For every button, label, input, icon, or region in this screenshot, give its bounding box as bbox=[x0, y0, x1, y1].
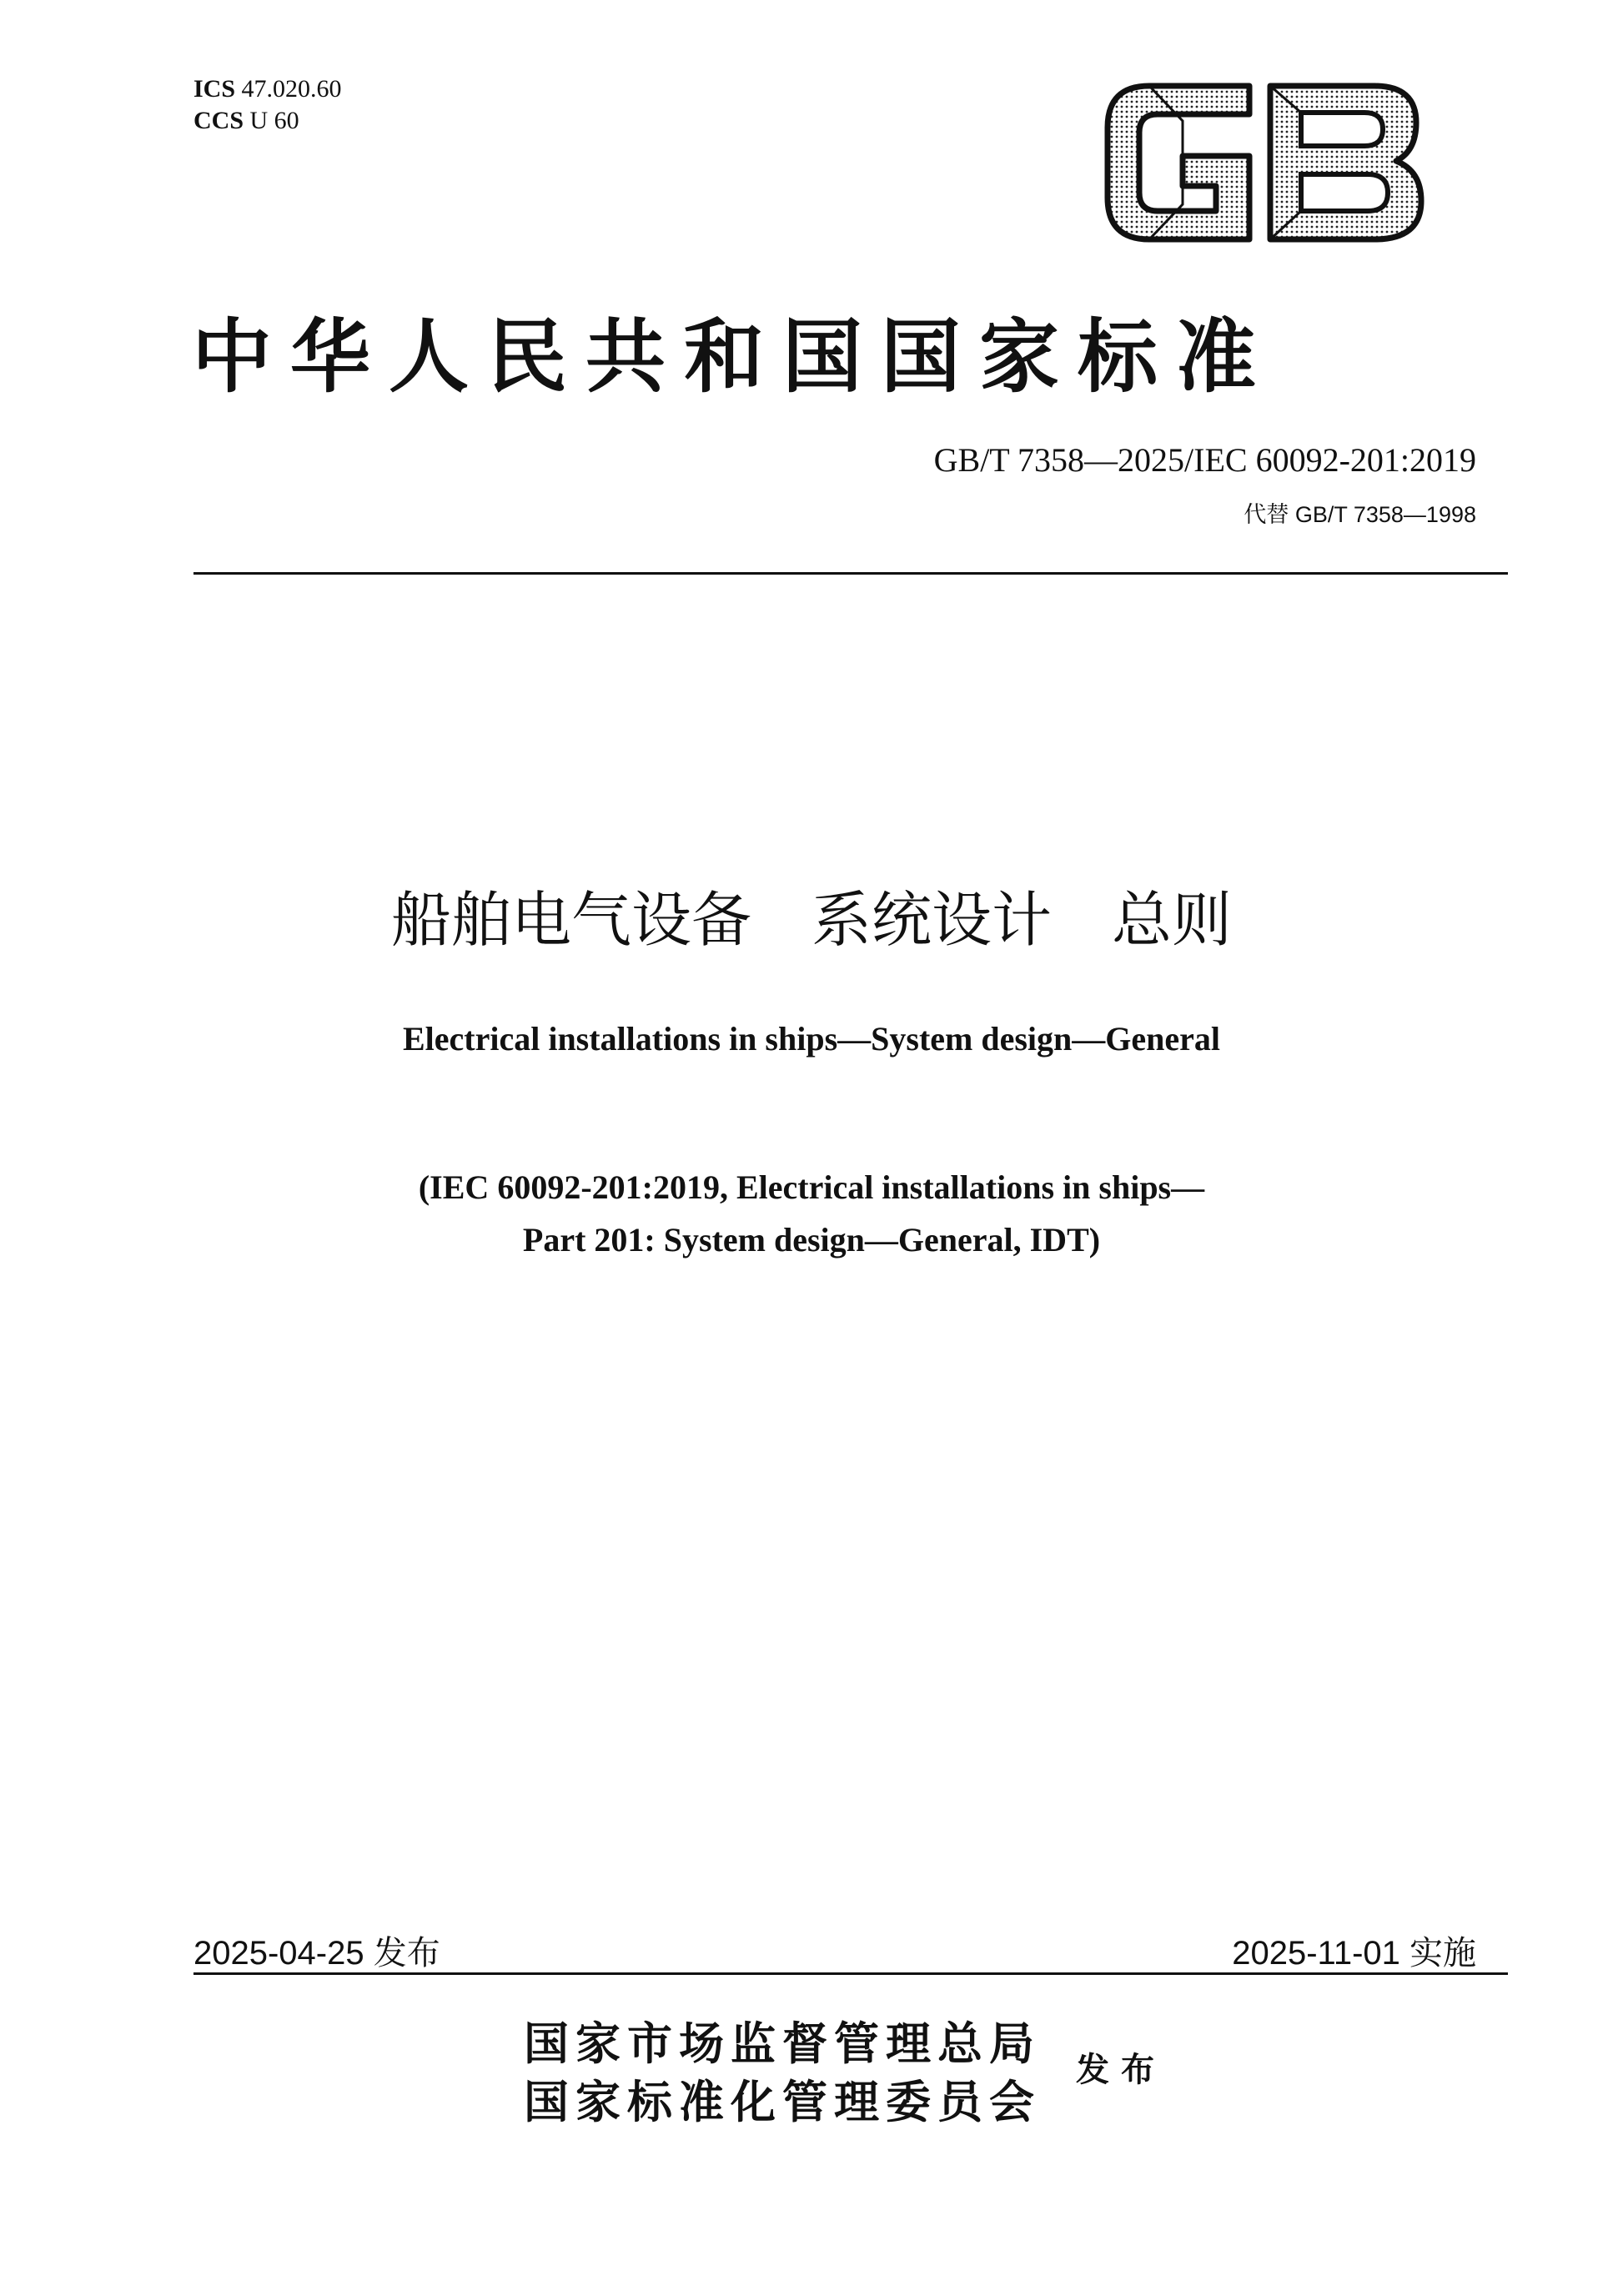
implementation-date: 2025-11-01 实施 bbox=[1232, 1935, 1476, 1972]
standard-number: GB/T 7358—2025/IEC 60092-201:2019 bbox=[933, 441, 1476, 479]
ccs-code: U 60 bbox=[249, 107, 299, 134]
publish-label: 发布 bbox=[1076, 2050, 1166, 2089]
chinese-title: 船舶电气设备 系统设计 总则 bbox=[390, 885, 1232, 955]
adoption-line-2: Part 201: System design—General, IDT) bbox=[522, 1221, 1101, 1259]
footer-divider bbox=[193, 1972, 1508, 1975]
gb-logo-icon bbox=[1099, 79, 1429, 246]
header-divider bbox=[193, 572, 1508, 575]
ics-line bbox=[193, 73, 342, 105]
ccs-label: CCS bbox=[193, 107, 244, 134]
ics-code: 47.020.60 bbox=[241, 75, 342, 103]
ccs-line bbox=[193, 105, 342, 137]
publisher-sac: 国家标准化管理委员会 bbox=[524, 2075, 1041, 2128]
issue-date: 2025-04-25 发布 bbox=[193, 1935, 440, 1972]
replaces-standard: 代替 GB/T 7358—1998 bbox=[1244, 502, 1476, 527]
ics-label: ICS bbox=[193, 75, 236, 103]
national-standard-title: 中华人民共和国国家标准 bbox=[192, 309, 1274, 404]
publisher-list bbox=[524, 2014, 1041, 2131]
adoption-line-1: (IEC 60092-201:2019, Electrical installations in ships— bbox=[418, 1168, 1205, 1206]
english-title: Electrical installations in ships—System design—General bbox=[402, 1020, 1221, 1058]
publisher-samr: 国家市场监督管理总局 bbox=[524, 2017, 1041, 2070]
classification-codes bbox=[193, 73, 342, 137]
